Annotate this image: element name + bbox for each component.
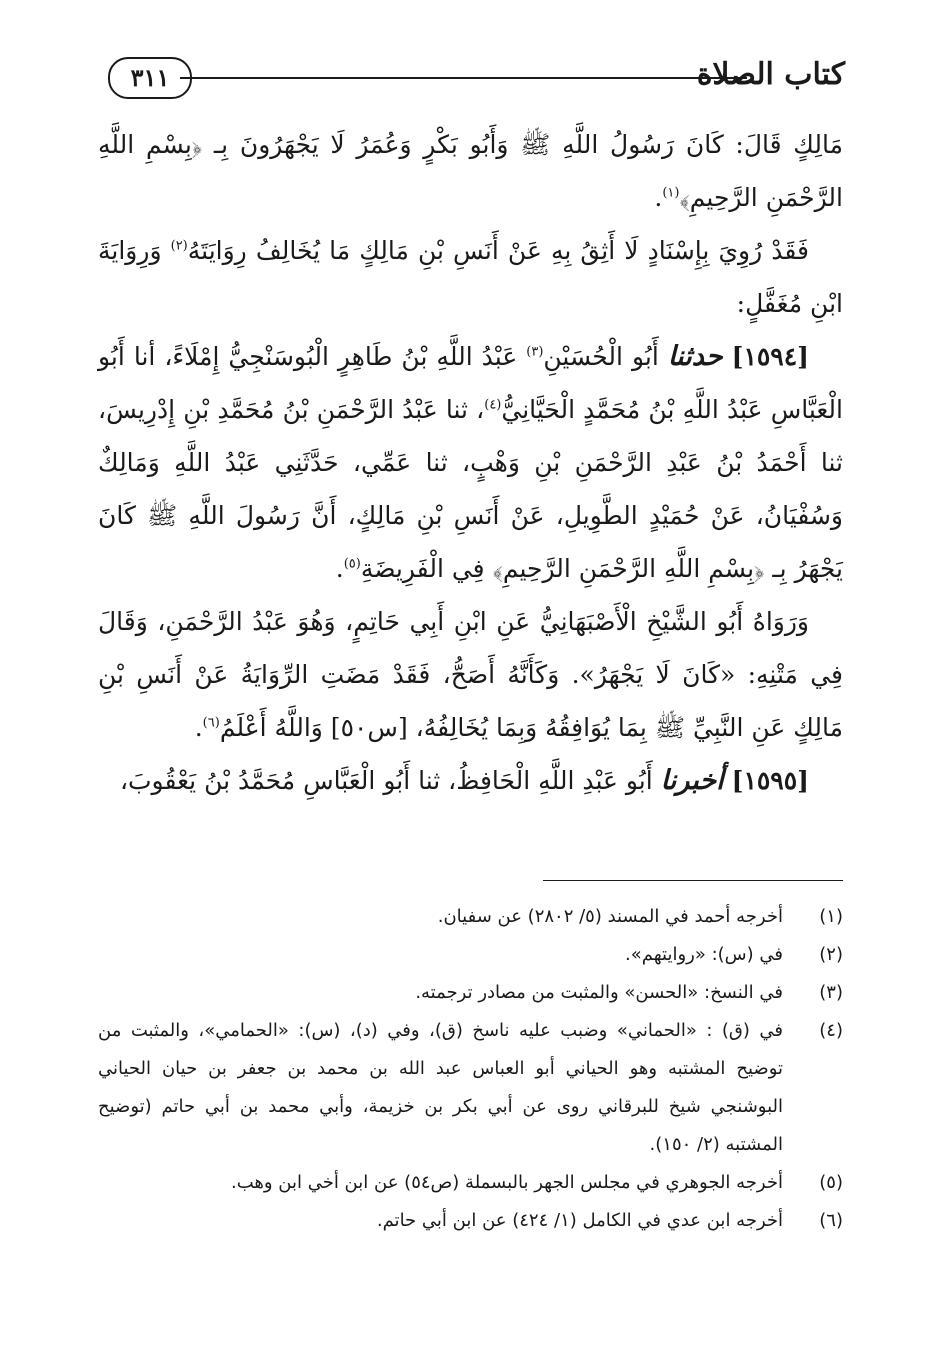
footnote-ref-4: (٤) xyxy=(484,397,502,413)
footnote-ref-3: (٣) xyxy=(526,344,544,360)
hadith-keyword: أخبرنا xyxy=(660,765,724,796)
footnote-text: أخرجه ابن عدي في الكامل (١/ ٤٢٤) عن ابن أبي حاتم. xyxy=(376,1210,783,1231)
footnote-ref-5: (٥) xyxy=(343,556,361,572)
text-segment: عَبْدُ اللَّهِ بْنُ طَاهِرٍ الْبُوسَنْجِيُّ إِمْلَاءً، أنا أَبُو الْعَبَّاسِ عَبْدُ اللَّهِ بْنُ مُحَمَّدٍ الْحَيَّانِيُّ xyxy=(98,342,843,424)
hadith-1595 xyxy=(98,754,843,807)
page-number: ٣١١ xyxy=(108,57,192,99)
page-header xyxy=(100,55,845,111)
footnote-2 xyxy=(98,936,843,974)
text-segment: أَبُو الْحُسَيْنِ xyxy=(543,342,668,371)
text-segment: فَقَدْ رُوِيَ بِإِسْنَادٍ لَا أَثِقُ بِهِ عَنْ أَنَسِ بْنِ مَالِكٍ مَا يُخَالِفُ رِوَايَتَهُ xyxy=(187,236,809,265)
footnote-1 xyxy=(98,898,843,936)
footnote-number: (٤) xyxy=(819,1020,843,1041)
text-segment: وَرِوَايَةَ ابْنِ مُغَفَّلٍ: xyxy=(98,236,843,318)
footnote-6 xyxy=(98,1202,843,1240)
hadith-1594 xyxy=(98,330,843,595)
footnote-ref-6: (٦) xyxy=(202,715,220,731)
footnote-text: أخرجه أحمد في المسند (٥/ ٢٨٠٢) عن سفيان. xyxy=(437,906,783,927)
text-segment: . xyxy=(335,554,344,583)
text-segment: . xyxy=(654,183,663,212)
paragraph-1 xyxy=(98,118,843,224)
footnote-number: (٥) xyxy=(819,1172,843,1193)
header-rule xyxy=(180,77,747,79)
paragraph-2 xyxy=(98,224,843,330)
paragraph-3 xyxy=(98,595,843,754)
text-segment: . xyxy=(194,713,203,742)
footnote-number: (٢) xyxy=(819,944,843,965)
footnote-number: (٦) xyxy=(819,1210,843,1231)
hadith-number: [١٥٩٥] xyxy=(731,766,809,795)
text-segment: أَبُو عَبْدِ اللَّهِ الْحَافِظُ، ثنا أَبُو الْعَبَّاسِ مُحَمَّدُ بْنُ يَعْقُوبَ، xyxy=(119,766,661,795)
main-text xyxy=(98,118,843,807)
footnote-5 xyxy=(98,1164,843,1202)
hadith-keyword: حدثنا xyxy=(667,341,723,372)
footnote-text: في (ق) : «الحماني» وضبب عليه ناسخ (ق)، وفي (د)، (س): «الحمامي»، والمثبت من توضيح المشتبه وهو الحياني أبو العباس عبد الله بن محمد بن جعفر بن حيان الحياني البوشنجي شيخ للبرقاني روى عن أبي بكر بن خزيمة، وأبي محمد بن أبي حاتم (توضيح المشتبه (٢/ ١٥٠). xyxy=(98,1020,783,1155)
text-segment: ، ثنا عَبْدُ الرَّحْمَنِ بْنُ مُحَمَّدِ بْنِ إِدْرِيسَ، ثنا أَحْمَدُ بْنُ عَبْدِ الرَّحْمَنِ بْنِ وَهْبٍ، ثنا عَمِّي، حَدَّثَنِي عَبْدُ اللَّهِ وَمَالِكٌ وَسُفْيَانُ، عَنْ حُمَيْدٍ الطَّوِيلِ، عَنْ أَنَسِ بْنِ مَالِكٍ، أَنَّ رَسُولَ اللَّهِ ﷺ كَانَ يَجْهَرُ بِـ ﴿بِسْمِ اللَّهِ الرَّحْمَنِ الرَّحِيمِ﴾ فِي الْفَرِيضَةِ xyxy=(98,395,843,583)
footnote-text: في النسخ: «الحسن» والمثبت من مصادر ترجمته. xyxy=(415,982,783,1003)
footnotes xyxy=(98,898,843,1240)
hadith-number: [١٥٩٤] xyxy=(731,342,810,371)
footnote-ref-1: (١) xyxy=(662,185,680,201)
text-segment: مَالِكٍ قَالَ: كَانَ رَسُولُ اللَّهِ ﷺ وَأَبُو بَكْرٍ وَعُمَرُ لَا يَجْهَرُونَ بِـ ﴿بِسْمِ اللَّهِ الرَّحْمَنِ الرَّحِيمِ﴾ xyxy=(98,130,843,212)
footnote-3 xyxy=(98,974,843,1012)
footnote-text: في (س): «روايتهم». xyxy=(625,944,783,965)
footnote-separator xyxy=(543,880,843,881)
footnote-4 xyxy=(98,1012,843,1164)
chapter-title: كتاب الصلاة xyxy=(696,57,845,92)
text-segment: وَرَوَاهُ أَبُو الشَّيْخِ الْأَصْبَهَانِيُّ عَنِ ابْنِ أَبِي حَاتِمٍ، وَهُوَ عَبْدُ الرَّحْمَنِ، وَقَالَ فِي مَتْنِهِ: «كَانَ لَا يَجْهَرُ». وَكَأَنَّهُ أَصَحُّ، فَقَدْ مَضَتِ الرِّوَايَةُ عَنْ أَنَسِ بْنِ مَالِكٍ عَنِ النَّبِيِّ ﷺ بِمَا يُوَافِقُهُ وَبِمَا يُخَالِفُهُ، [س٥٠] وَاللَّهُ أَعْلَمُ xyxy=(98,607,843,742)
footnote-number: (٣) xyxy=(819,982,843,1003)
footnote-ref-2: (٢) xyxy=(170,238,188,254)
footnote-number: (١) xyxy=(819,906,843,927)
footnote-text: أخرجه الجوهري في مجلس الجهر بالبسملة (ص٥٤) عن ابن أخي ابن وهب. xyxy=(230,1172,783,1193)
